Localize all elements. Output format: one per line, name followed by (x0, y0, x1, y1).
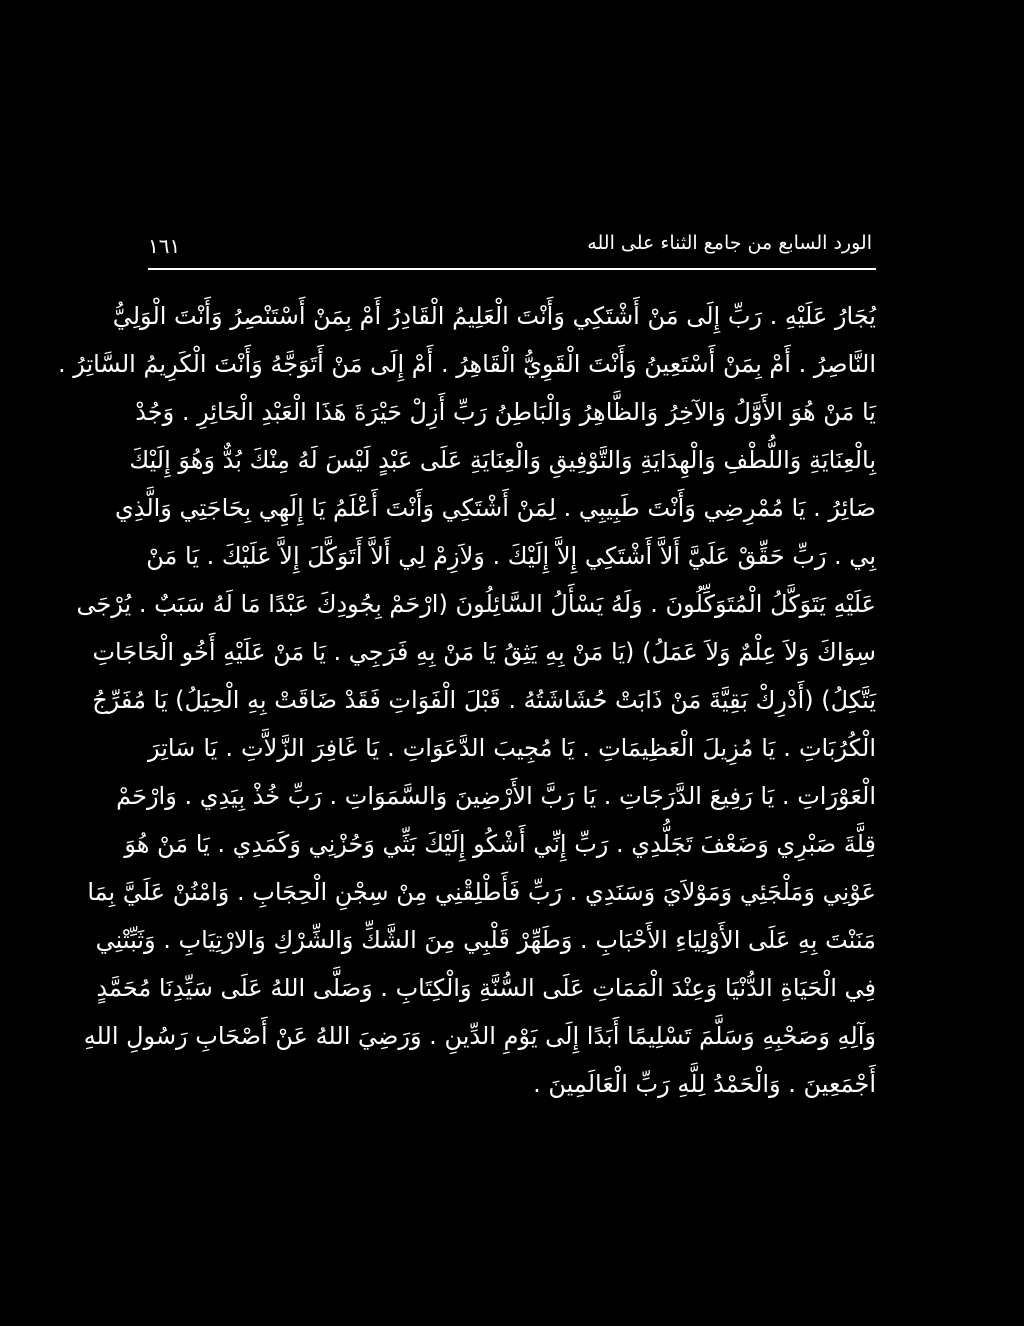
text-line: الْعَوْرَاتِ . يَا رَفِيعَ الدَّرَجَاتِ . يَا رَبَّ الأَرْضِينَ وَالسَّمَوَاتِ . رَبِّ خُذْ بِيَدِي . وَارْحَمْ (116, 782, 876, 810)
page-header (148, 228, 876, 262)
text-line: عَوْنِي وَمَلْجَئِي وَمَوْلاَيَ وَسَنَدِي . رَبِّ فَأَطْلِقْنِي مِنْ سِجْنِ الْحِجَابِ . وَامْنُنْ عَلَيَّ بِمَا (87, 878, 876, 906)
text-line: وَآلِهِ وَصَحْبِهِ وَسَلَّمَ تَسْلِيمًا أَبَدًا إِلَى يَوْمِ الدِّينِ . وَرَضِيَ اللهُ عَنْ أَصْحَابِ رَسُولِ اللهِ (83, 1022, 876, 1050)
text-line: أَجْمَعِينَ . وَالْحَمْدُ لِلَّهِ رَبِّ الْعَالَمِينَ . (533, 1070, 876, 1098)
text-line: سِوَاكَ وَلاَ عِلْمٌ وَلاَ عَمَلُ) (يَا مَنْ بِهِ يَثِقُ يَا مَنْ بِهِ فَرَجِي . يَا مَنْ عَلَيْهِ أَخُو الْحَاجَاتِ (92, 638, 876, 666)
header-divider (148, 268, 876, 270)
text-line: فِي الْحَيَاةِ الدُّنْيَا وَعِنْدَ الْمَمَاتِ عَلَى السُّنَّةِ وَالْكِتَابِ . وَصَلَّى اللهُ عَلَى سَيِّدِنَا مُحَمَّدٍ (96, 974, 876, 1002)
text-line: النَّاصِرُ . أَمْ بِمَنْ أَسْتَعِينُ وَأَنْتَ الْقَوِيُّ الْقَاهِرُ . أَمْ إِلَى مَنْ أَتَوَجَّهُ وَأَنْتَ الْكَرِيمُ السَّاتِرُ . (57, 350, 876, 378)
page-number: ١٦١ (148, 234, 181, 258)
body-text (57, 292, 876, 1108)
text-line: يَتَّكِلُ) (أَدْرِكْ بَقِيَّةَ مَنْ ذَابَتْ حُشَاشَتُهُ . قَبْلَ الْفَوَاتِ فَقَدْ ضَاقَتْ بِهِ الْحِيَلُ) يَا مُفَرِّجُ (92, 686, 876, 714)
text-line: الْكُرُبَاتِ . يَا مُزِيلَ الْعَظِيمَاتِ . يَا مُجِيبَ الدَّعَوَاتِ . يَا غَافِرَ الزَّلاَّتِ . يَا سَاتِرَ (148, 734, 876, 762)
text-line: مَنَنْتَ بِهِ عَلَى الأَوْلِيَاءِ الأَحْبَابِ . وَطَهِّرْ قَلْبِي مِنَ الشَّكِّ وَالشِّرْكِ وَالارْتِيَابِ . وَثَبِّتْنِي (95, 926, 876, 954)
text-line: عَلَيْهِ يَتَوَكَّلُ الْمُتَوَكِّلُونَ . وَلَهُ يَسْأَلُ السَّائِلُونَ (ارْحَمْ بِجُودِكَ عَبْدًا مَا لَهُ سَبَبٌ . يُرْجَى (76, 590, 876, 618)
text-line: صَائِرُ . يَا مُمْرِضِي وَأَنْتَ طَبِيبِي . لِمَنْ أَشْتَكِي وَأَنْتَ أَعْلَمُ يَا إِلَهِي بِحَاجَتِي وَالَّذِي (114, 494, 876, 522)
running-title: الورد السابع من جامع الثناء على الله (587, 232, 872, 254)
text-line: يُجَارُ عَلَيْهِ . رَبِّ إِلَى مَنْ أَشْتَكِي وَأَنْتَ الْعَلِيمُ الْقَادِرُ أَمْ بِمَنْ أَسْتَنْصِرُ وَأَنْتَ الْوَلِيُّ (112, 302, 876, 330)
text-line: قِلَّةَ صَبْرِي وَضَعْفَ تَجَلُّدِي . رَبِّ إِنِّي أَشْكُو إِلَيْكَ بَثِّي وَحُزْنِي وَكَمَدِي . يَا مَنْ هُوَ (124, 830, 876, 858)
text-line: بِالْعِنَايَةِ وَاللُّطْفِ وَالْهِدَايَةِ وَالتَّوْفِيقِ وَالْعِنَايَةِ عَلَى عَبْدٍ لَيْسَ لَهُ مِنْكَ بُدٌّ وَهُوَ إِلَيْكَ (129, 446, 876, 474)
text-line: يَا مَنْ هُوَ الأَوَّلُ وَالآخِرُ وَالظَّاهِرُ وَالْبَاطِنُ رَبِّ أَزِلْ حَيْرَةَ هَذَا الْعَبْدِ الْحَائِرِ . وَجُدْ (135, 398, 876, 426)
text-line: بِي . رَبِّ حَقِّقْ عَلَيَّ أَلاَّ أَشْتَكِي إِلاَّ إِلَيْكَ . وَلاَزِمْ لِي أَلاَّ أَتَوَكَّلَ إِلاَّ عَلَيْكَ . يَا مَنْ (146, 542, 876, 570)
